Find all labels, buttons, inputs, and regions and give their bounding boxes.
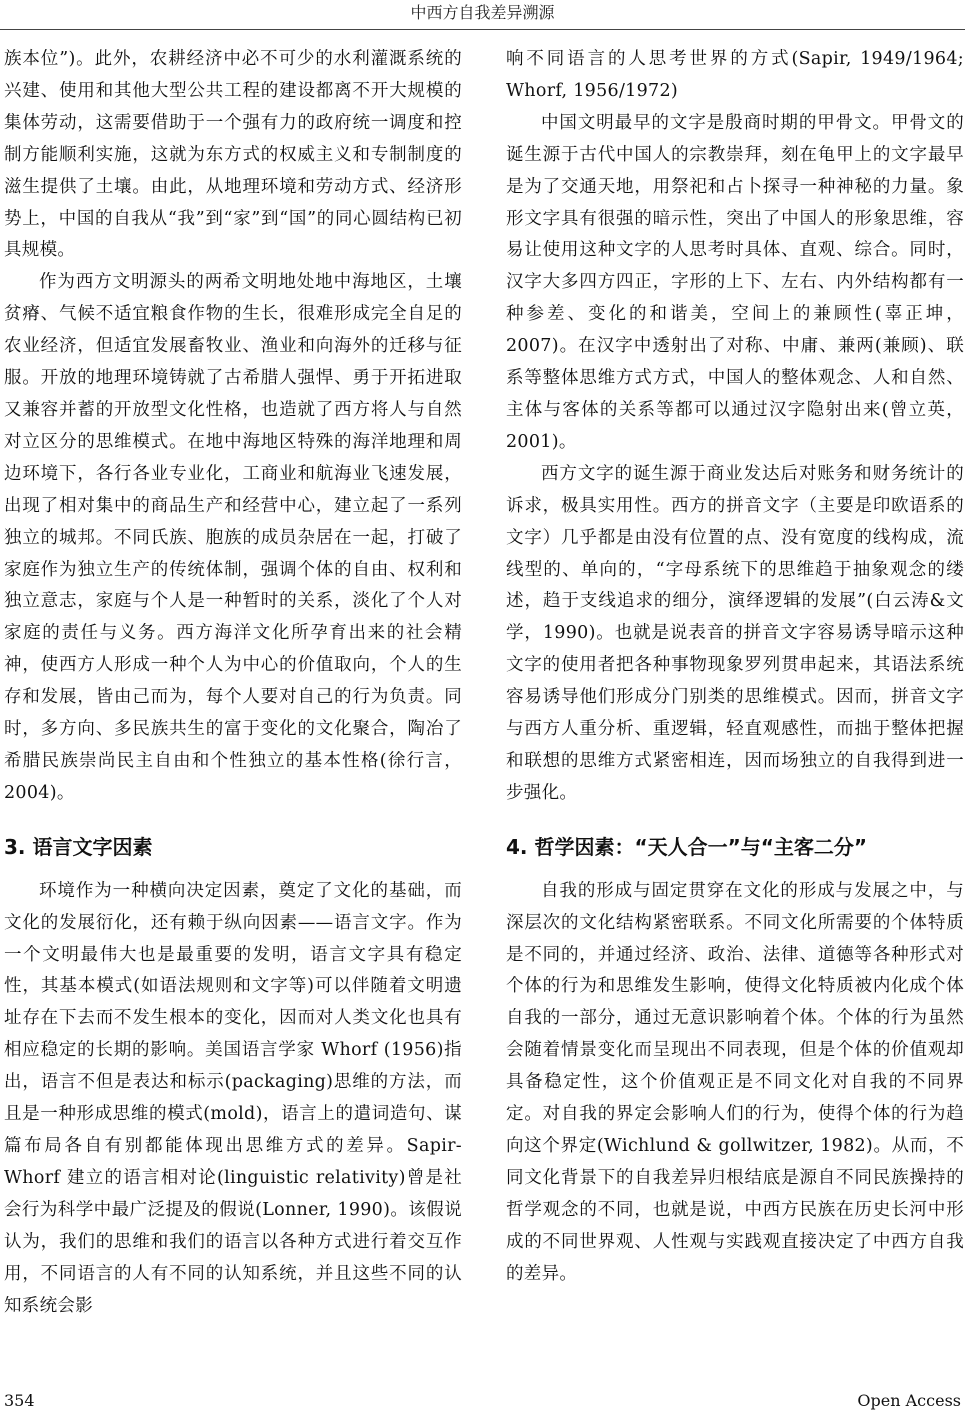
body-paragraph: 作为西方文明源头的两希文明地处地中海地区，土壤贫瘠、气候不适宜粮食作物的生长，很难形成完全自足的农业经济，但适宜发展畜牧业、渔业和向海外的迁移与征服。开放的地理环境铸就了古希腊人强悍、勇于开拓进取又兼容并蓄的开放型文化性格，也造就了西方将人与自然对立区分的思维模式。在地中海地区特殊的海洋地理和周边环境下，各行各业专业化，工商业和航海业飞速发展，出现了相对集中的商品生产和经营中心，建立起了一系列独立的城邦。不同氏族、胞族的成员杂居在一起，打破了家庭作为独立生产的传统体制，强调个体的自由、权利和独立意志，家庭与个人是一种暂时的关系，淡化了个人对家庭的责任与义务。西方海洋文化所孕育出来的社会精神，使西方人形成一种个人为中心的价值取向，个人的生存和发展，皆由己而为，每个人要对自己的行为负责。同时，多方向、多民族共生的富于变化的文化聚合，陶冶了希腊民族崇尚民主自由和个性独立的基本性格(徐行言，2004)。 [4, 272, 462, 803]
body-paragraph: 响不同语言的人思考世界的方式(Sapir, 1949/1964; Whorf, 1956/1972) [506, 49, 964, 101]
section-heading: 3. 语言文字因素 [4, 834, 153, 859]
body-paragraph: 中国文明最早的文字是殷商时期的甲骨文。甲骨文的诞生源于古代中国人的宗教崇拜，刻在龟甲上的文字最早是为了交通天地，用祭祀和占卜探寻一种神秘的力量。象形文字具有很强的暗示性，突出了中国人的形象思维，容易让使用这种文字的人思考时具体、直观、综合。同时，汉字大多四方四正，字形的上下、左右、内外结构都有一种参差、变化的和谐美，空间上的兼顾性(辜正坤，2007)。在汉字中透射出了对称、中庸、兼两(兼顾)、联系等整体思维方式方式，中国人的整体观念、人和自然、主体与客体的关系等都可以通过汉字隐射出来(曾立英，2001)。 [506, 112, 964, 452]
body-paragraph: 族本位”)。此外，农耕经济中必不可少的水利灌溉系统的兴建、使用和其他大型公共工程的建设都离不开大规模的集体劳动，这需要借助于一个强有力的政府统一调度和控制方能顺利实施，这就为东方式的权威主义和专制制度的滋生提供了土壤。由此，从地理环境和劳动方式、经济形势上，中国的自我从“我”到“家”到“国”的同心圆结构已初具规模。 [4, 49, 462, 261]
publisher-label: Open Access [857, 1391, 961, 1410]
body-paragraph: 西方文字的诞生源于商业发达后对账务和财务统计的诉求，极具实用性。西方的拼音文字（主要是印欧语系的文字）几乎都是由没有位置的点、没有宽度的线构成，流线型的、单向的，“字母系统下的思维趋于抽象观念的缕述，趋于支线追求的细分，演绎逻辑的发展”(白云涛&文学，1990)。也就是说表音的拼音文字容易诱导暗示这种文字的使用者把各种事物现象罗列贯串起来，其语法系统容易诱导他们形成分门别类的思维模式。因而，拼音文字与西方人重分析、重逻辑，轻直观感性，而拙于整体把握和联想的思维方式紧密相连，因而场独立的自我得到进一步强化。 [506, 463, 964, 803]
right-column [506, 44, 964, 1291]
page-number: 354 [4, 1391, 35, 1410]
section-heading: 4. 哲学因素：“天人合一”与“主客二分” [506, 834, 868, 859]
body-paragraph: 自我的形成与固定贯穿在文化的形成与发展之中，与深层次的文化结构紧密联系。不同文化所需要的个体特质是不同的，并通过经济、政治、法律、道德等各种形式对个体的行为和思维发生影响，使得文化特质被内化成个体自我的一部分，通过无意识影响着个体。个体的行为虽然会随着情景变化而呈现出不同表现，但是个体的价值观却具备稳定性，这个价值观正是不同文化对自我的不同界定。对自我的界定会影响人们的行为，使得个体的行为趋向这个界定(Wichlund & gollwitzer, 1982)。从而，不同文化背景下的自我差异归根结底是源自不同民族操持的哲学观念的不同，也就是说，中西方民族在历史长河中形成的不同世界观、人性观与实践观直接决定了中西方自我的差异。 [506, 880, 964, 1284]
left-column [4, 44, 462, 1322]
running-header: 中西方自我差异溯源 [0, 0, 965, 30]
body-paragraph: 环境作为一种横向决定因素，奠定了文化的基础，而文化的发展衍化，还有赖于纵向因素——语言文字。作为一个文明最伟大也是最重要的发明，语言文字具有稳定性，其基本模式(如语法规则和文字等)可以伴随着文明遗址存在下去而不发生根本的变化，因而对人类文化也具有相应稳定的长期的影响。美国语言学家 Whorf (1956)指出，语言不但是表达和标示(packaging)思维的方法，而且是一种形成思维的模式(mold)，语言上的遣词造句、谋篇布局各自有别都能体现出思维方式的差异。Sapir-Whorf 建立的语言相对论(linguistic relativity)曾是社会行为科学中最广泛提及的假说(Lonner, 1990)。该假说认为，我们的思维和我们的语言以各种方式进行着交互作用，不同语言的人有不同的认知系统，并且这些不同的认知系统会影 [4, 880, 462, 1316]
